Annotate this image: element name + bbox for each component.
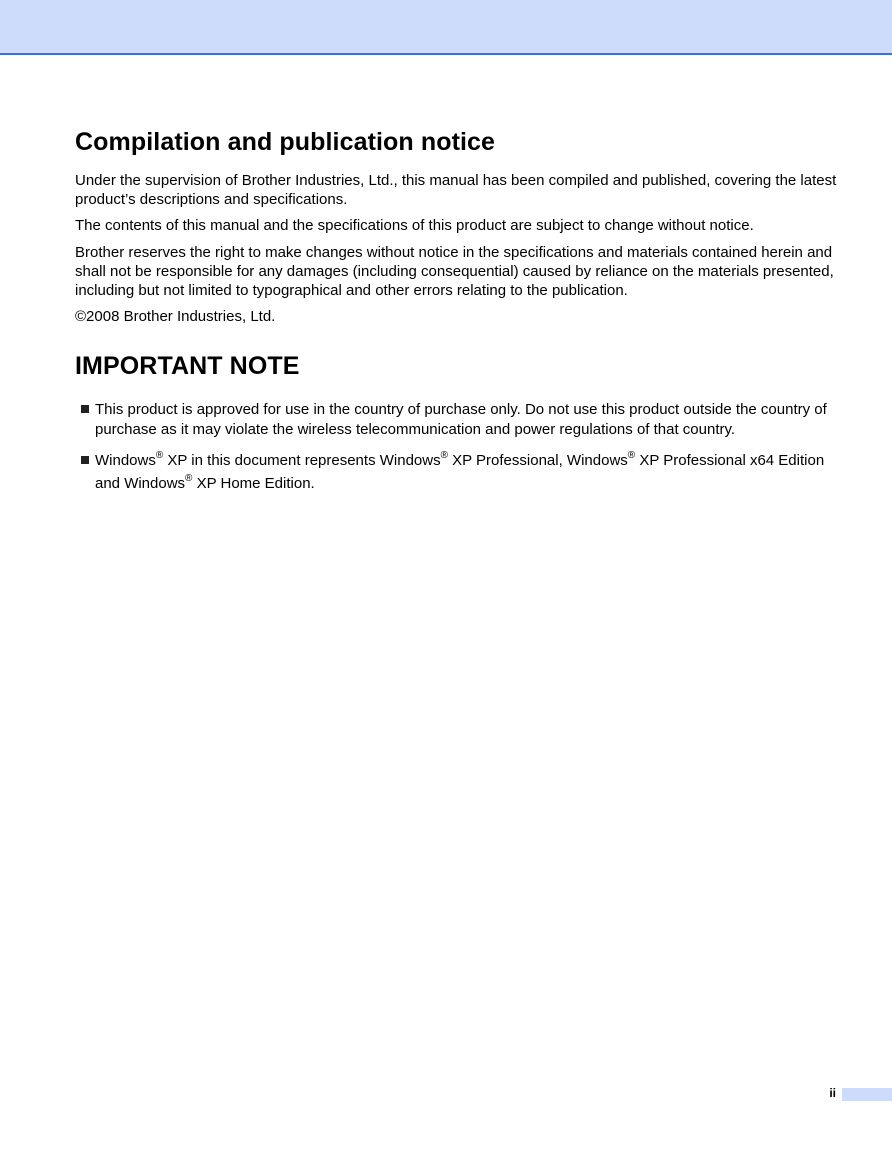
paragraph-rights-reserved: Brother reserves the right to make changes without notice in the specifications and materials contained herein and shall not be responsible for any damages (including consequential) caused by reliance on the materials presented, including but not limited to typographical and other errors relating to the publication. [75, 243, 834, 300]
section-title-compilation: Compilation and publication notice [75, 128, 496, 156]
page-number: ii [829, 1086, 836, 1100]
note-windows-text: XP Professional x64 Edition and Windows [95, 451, 825, 492]
note-windows-text: XP in this document represents Windows [163, 451, 441, 469]
list-item [75, 449, 837, 495]
section-title-important-note: IMPORTANT NOTE [75, 352, 300, 381]
note-windows-text: Windows [95, 451, 156, 469]
copyright-line: ©2008 Brother Industries, Ltd. [75, 308, 276, 326]
footer-tab [842, 1088, 892, 1101]
note-windows-text: XP Home Edition. [192, 474, 315, 492]
page-content [75, 126, 837, 495]
note-country-of-purchase: This product is approved for use in the country of purchase only. Do not use this product outside the country of purchase as it may violate the wireless telecommunication and power regulations of that country. [95, 401, 827, 438]
paragraph-contents-change: The contents of this manual and the specifications of this product are subject to change without notice. [75, 217, 754, 235]
registered-mark: ® [155, 449, 164, 461]
registered-mark: ® [627, 449, 636, 461]
note-windows-text: XP Professional, Windows [447, 451, 628, 469]
important-notes-list [75, 400, 837, 494]
registered-mark: ® [440, 449, 448, 461]
square-bullet-icon [81, 456, 89, 464]
paragraph-supervision: Under the supervision of Brother Industries, Ltd., this manual has been compiled and published, covering the latest product’s descriptions and specifications. [75, 172, 837, 209]
registered-mark: ® [185, 472, 193, 484]
header-band [0, 0, 892, 55]
square-bullet-icon [81, 405, 89, 413]
note-windows-xp [95, 449, 825, 492]
list-item [75, 400, 837, 438]
